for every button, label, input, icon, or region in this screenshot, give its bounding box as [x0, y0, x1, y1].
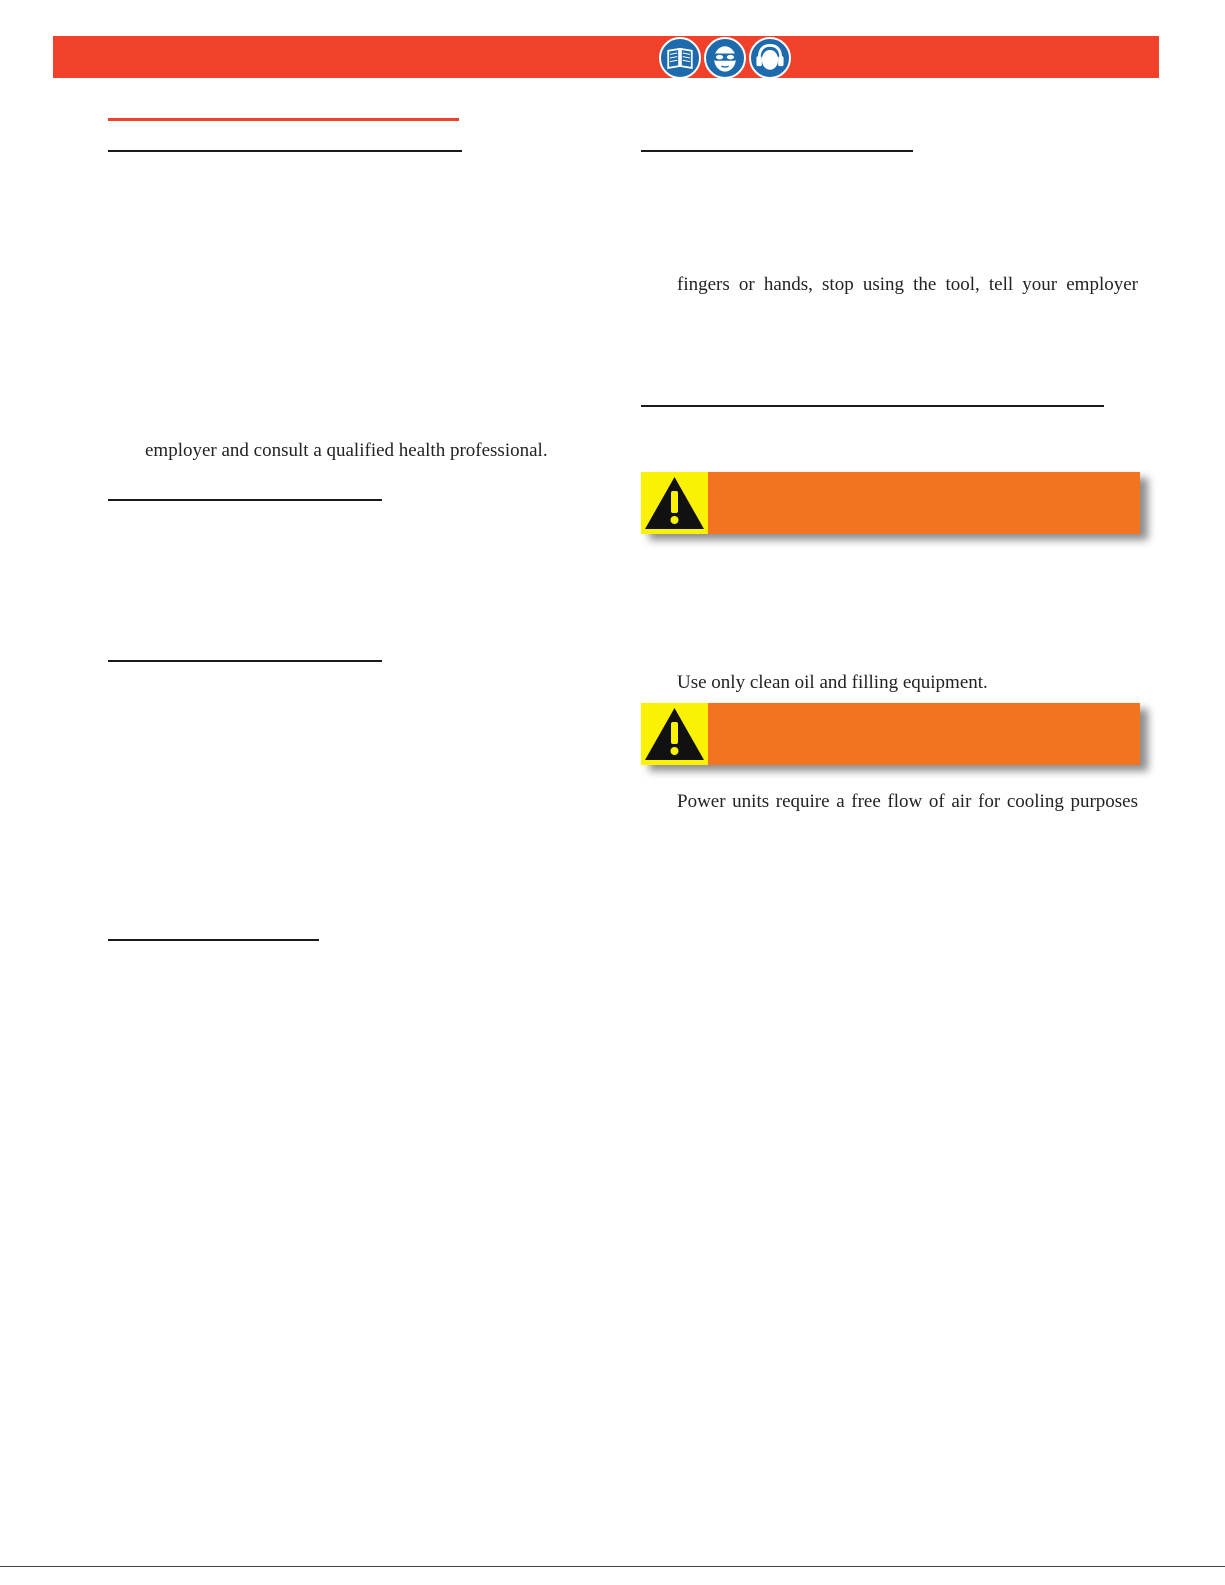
warning-triangle-icon: [641, 703, 708, 765]
body-text-line: fingers or hands, stop using the tool, tell your employer: [677, 274, 1138, 295]
body-text-line: Use only clean oil and filling equipment.: [677, 672, 988, 693]
read-manual-icon: [659, 37, 701, 79]
header-bar: [53, 36, 1159, 78]
heading-rule: [108, 499, 382, 501]
ear-protection-icon: [749, 37, 791, 79]
warning-banner: [641, 472, 1140, 534]
heading-rule: [108, 939, 319, 941]
warning-banner: [641, 703, 1140, 765]
section-title-rule: [108, 118, 459, 121]
heading-rule: [108, 660, 382, 662]
eye-protection-icon: [704, 37, 746, 79]
heading-rule: [108, 150, 462, 152]
warning-triangle-icon: [641, 472, 708, 534]
body-text-line: employer and consult a qualified health professional.: [145, 440, 548, 461]
page-bottom-rule: [0, 1566, 1225, 1567]
heading-rule: [641, 405, 1104, 407]
body-text-line: Power units require a free flow of air for cooling purposes: [677, 791, 1138, 812]
heading-rule: [641, 150, 913, 152]
